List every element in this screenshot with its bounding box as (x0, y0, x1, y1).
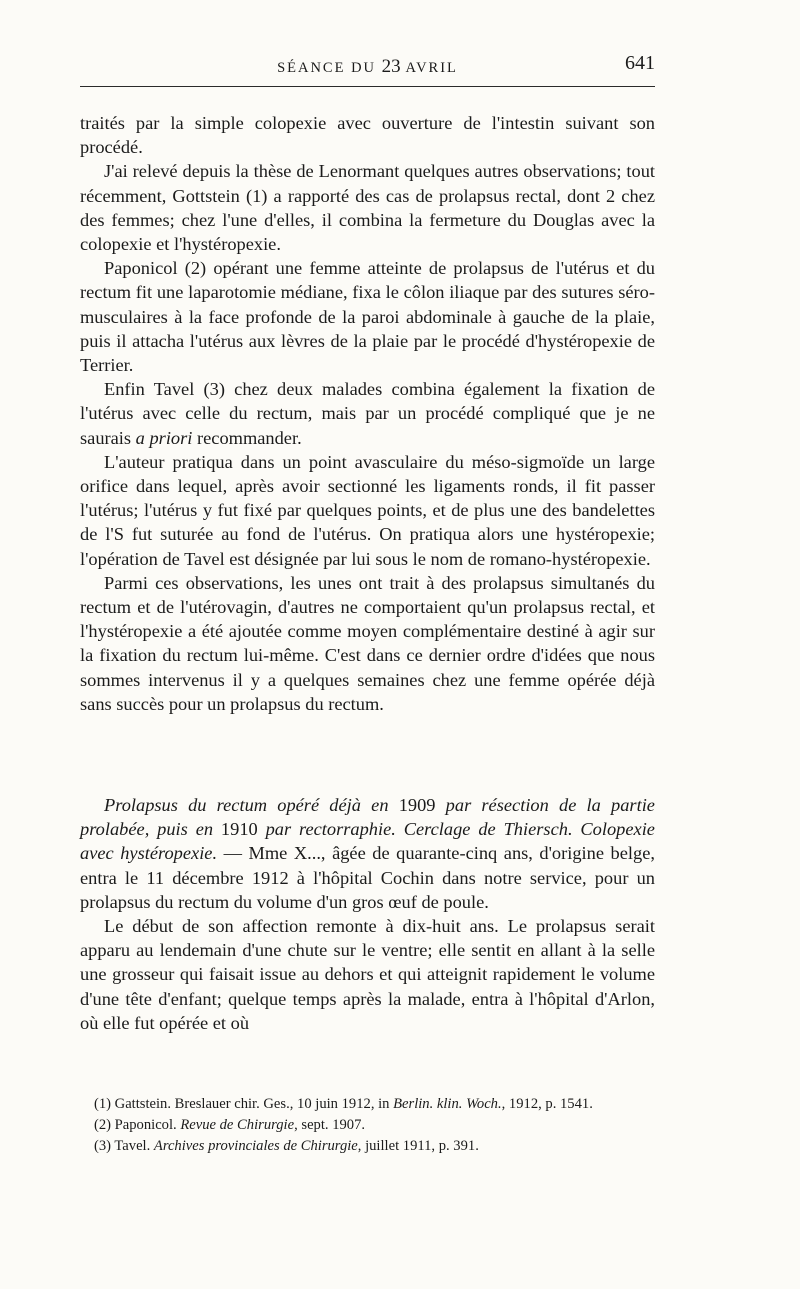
case-title-italic: par rectorraphie. Cerclage de Thiersch. Colopexie avec hystéropexie. (80, 819, 655, 864)
text-span: (3) Tavel. (94, 1138, 154, 1154)
case-year: 1910 (220, 819, 258, 840)
case-year: 1909 (398, 795, 436, 815)
footnote-2 (80, 1115, 655, 1136)
text-span: , juillet 1911, p. 391. (357, 1138, 479, 1154)
running-head-month: AVRIL (405, 60, 458, 76)
text-span: Enfin Tavel (3) chez deux malades combina également la fixation de l'utérus avec celle du rectum, mais par un procédé compliqué que je ne saurais (80, 379, 655, 448)
paragraph: Paponicol (2) opérant une femme atteinte de prolapsus de l'utérus et du rectum fit une laparotomie médiane, fixa le côlon iliaque par des sutures séro-musculaires à la face profonde de la paroi abdominale à gauche de la plaie, puis il attacha l'utérus aux lèvres de la plaie par le procédé d'hystéropexie de Terrier. (80, 258, 655, 376)
italic-text: Berlin. klin. Woch. (393, 1096, 502, 1112)
case-report (80, 793, 655, 1035)
text-span: , sept. 1907. (294, 1117, 366, 1133)
paragraph: L'auteur pratiqua dans un point avasculaire du méso-sigmoïde un large orifice dans lequel, après avoir sectionné les ligaments ronds, il fit passer l'utérus; l'utérus y fut fixé par quelques points, et de plus une des bandelettes de l'S fut suturée au fond de l'utérus. On pratiqua alors une hystéropexie; l'opération de Tavel est désignée par lui sous le nom de romano-hystéropexie. (80, 451, 655, 569)
main-text (80, 111, 655, 716)
text-span: , 1912, p. 1541. (501, 1096, 593, 1112)
footnotes (80, 1094, 655, 1157)
text-span: (1) Gattstein. Breslauer chir. Ges., 10 juin 1912, in (94, 1096, 394, 1112)
running-head-day: 23 (381, 56, 401, 77)
text-span: recommander. (192, 427, 302, 448)
paragraph-tavel (80, 377, 655, 450)
footnote-1 (80, 1094, 655, 1115)
case-title-rest: — Mme X..., âgée de quarante-cinq ans, d'origine belge, entra le 11 décembre 1912 à l'hôpital Cochin dans notre service, pour un prolapsus du rectum du volume d'un gros œuf de poule. (80, 843, 655, 912)
running-head (80, 56, 655, 78)
case-title-italic: par résection de la partie prolabée, puis en (80, 795, 655, 840)
page-header (80, 50, 655, 87)
italic-text: Revue de Chirurgie (180, 1117, 295, 1133)
text-span: (2) Paponicol. (94, 1117, 181, 1133)
footnote-3 (80, 1136, 655, 1157)
paragraph: Le début de son affection remonte à dix-huit ans. Le prolapsus serait apparu au lendemain d'une chute sur le ventre; elle sentit en allant à la selle une grosseur qui faisait issue au dehors et qui atteignit rapidement le volume d'une tête d'enfant; quelque temps après la malade, entra à l'hôpital d'Arlon, où elle fut opérée et où (80, 916, 655, 1033)
case-title-paragraph (80, 793, 655, 914)
paragraph: J'ai relevé depuis la thèse de Lenormant quelques autres observations; tout récemment, Gottstein (1) a rapporté des cas de prolapsus rectal, dont 2 chez des femmes; chez l'une d'elles, il combina la fermeture du Douglas avec la colopexie et l'hystéropexie. (80, 161, 655, 255)
running-head-prefix: SÉANCE DU (277, 60, 377, 76)
italic-text: Archives provinciales de Chirurgie (153, 1138, 358, 1154)
page-number: 641 (625, 52, 655, 74)
paragraph: Parmi ces observations, les unes ont trait à des prolapsus simultanés du rectum et de l'utérovagin, d'autres ne comportaient qu'un prolapsus rectal, et l'hystéropexie a été ajoutée comme moyen complémentaire destiné à agir sur la fixation du rectum lui-même. C'est dans ce dernier ordre d'idées que nous sommes intervenus il y a quelques semaines chez une femme opérée déjà sans succès pour un prolapsus du rectum. (80, 572, 655, 714)
italic-text: a priori (135, 427, 193, 448)
paragraph: traités par la simple colopexie avec ouverture de l'intestin suivant son procédé. (80, 113, 655, 158)
case-title-italic: Prolapsus du rectum opéré déjà en (104, 795, 389, 815)
